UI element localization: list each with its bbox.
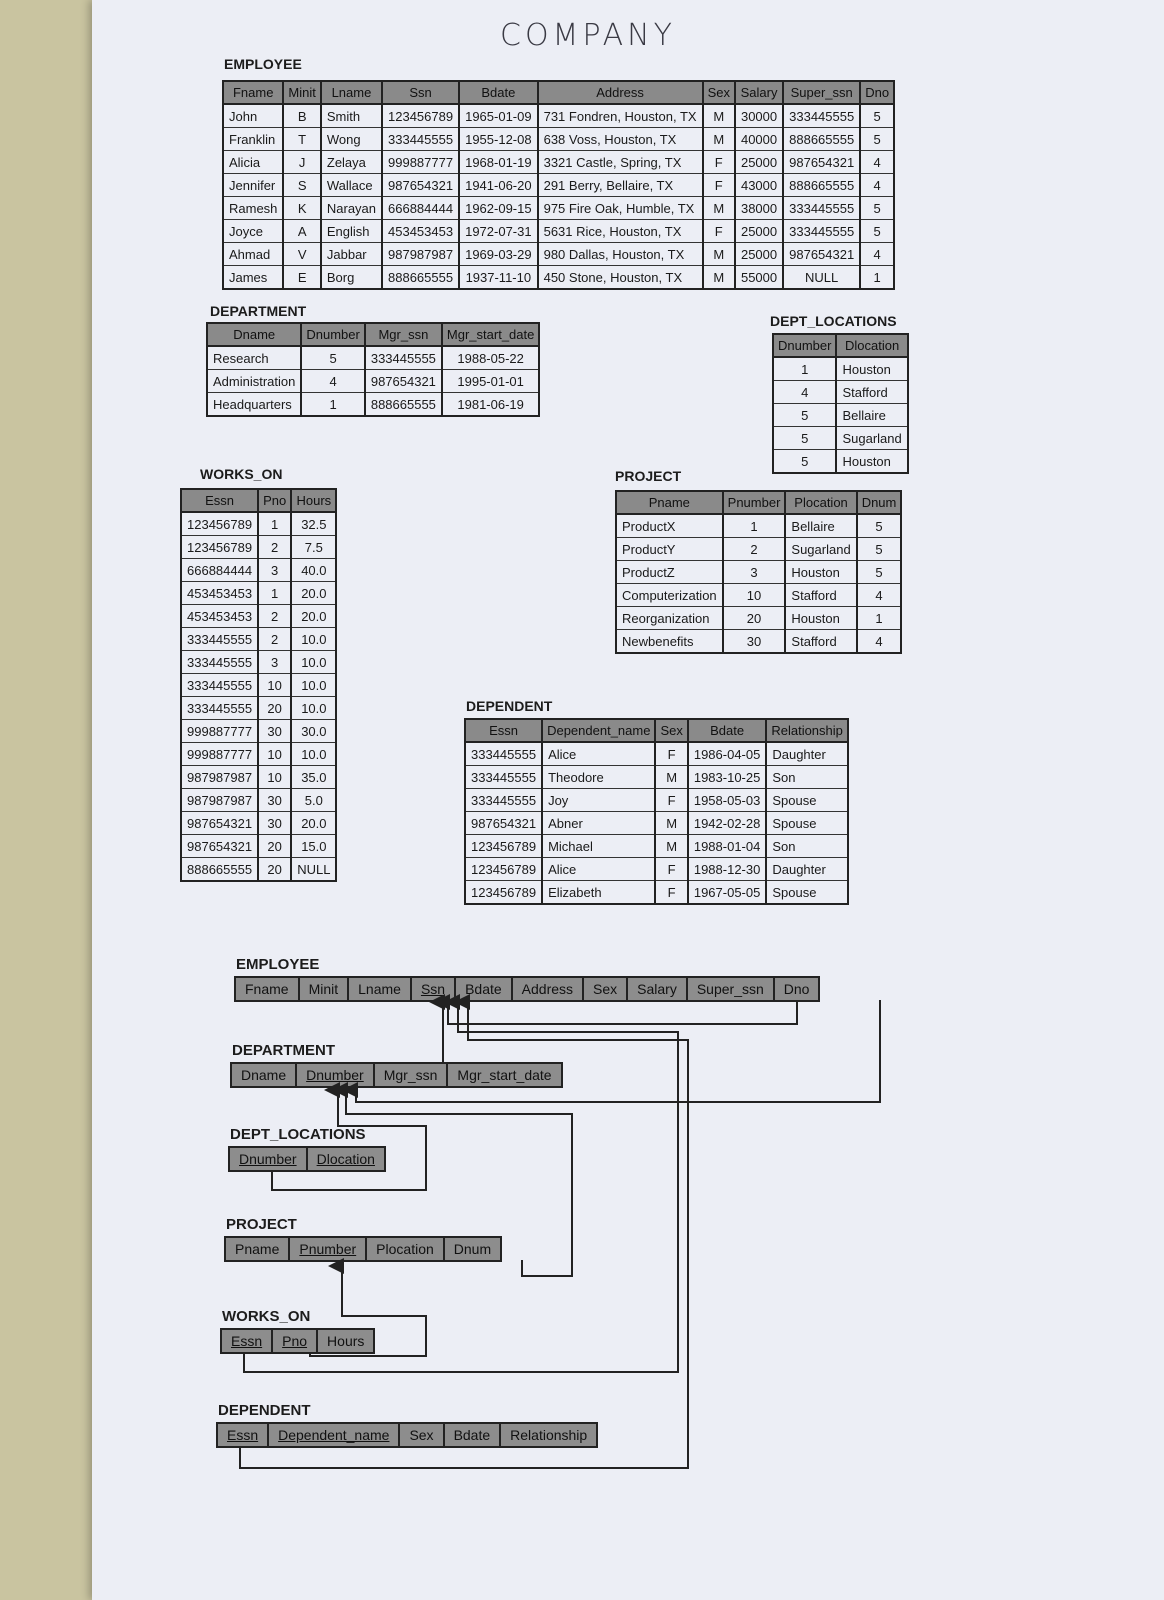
table-cell: Stafford	[785, 584, 856, 607]
table-cell: 888665555	[783, 174, 860, 197]
column-header: Dnumber	[773, 334, 836, 357]
schema-works-on-title: WORKS_ON	[222, 1308, 311, 1325]
table-cell: 450 Stone, Houston, TX	[538, 266, 703, 290]
table-cell: 453453453	[181, 605, 258, 628]
table-cell: 333445555	[382, 128, 459, 151]
table-cell: J	[283, 151, 320, 174]
column-header: Pnumber	[723, 491, 786, 514]
table-cell: 4	[857, 584, 902, 607]
table-cell: 5	[857, 538, 902, 561]
table-cell: 10.0	[291, 628, 336, 651]
table-cell: 30	[258, 812, 291, 835]
table-cell: 1955-12-08	[459, 128, 538, 151]
schema-attribute: Ssn	[412, 978, 456, 1000]
table-cell: Son	[766, 766, 848, 789]
table-cell: 123456789	[382, 104, 459, 128]
schema-department-title: DEPARTMENT	[232, 1042, 336, 1059]
table-cell: 5	[860, 220, 894, 243]
table-cell: 987654321	[783, 151, 860, 174]
table-cell: 4	[773, 381, 836, 404]
table-cell: 1942-02-28	[688, 812, 767, 835]
column-header: Sex	[703, 81, 735, 104]
table-cell: 123456789	[465, 858, 542, 881]
table-cell: Alicia	[223, 151, 283, 174]
table-cell: John	[223, 104, 283, 128]
column-header: Pno	[258, 489, 291, 512]
table-cell: 987654321	[181, 812, 258, 835]
table-cell: Houston	[785, 607, 856, 630]
table-cell: F	[703, 174, 735, 197]
table-cell: 35.0	[291, 766, 336, 789]
table-cell: Borg	[321, 266, 382, 290]
table-cell: S	[283, 174, 320, 197]
table-cell: 5	[301, 346, 364, 370]
column-header: Hours	[291, 489, 336, 512]
schema-attribute: Plocation	[367, 1238, 445, 1260]
table-cell: Houston	[836, 450, 907, 474]
table-cell: 999887777	[382, 151, 459, 174]
table-cell: 4	[860, 151, 894, 174]
table-cell: 1	[723, 514, 786, 538]
table-cell: 731 Fondren, Houston, TX	[538, 104, 703, 128]
table-cell: ProductX	[616, 514, 723, 538]
table-cell: K	[283, 197, 320, 220]
column-header: Plocation	[785, 491, 856, 514]
table-cell: 4	[860, 174, 894, 197]
handwritten-title: COMPANY	[500, 18, 676, 53]
table-cell: 333445555	[465, 789, 542, 812]
table-cell: 987654321	[365, 370, 442, 393]
table-cell: 1988-05-22	[442, 346, 539, 370]
table-cell: Ahmad	[223, 243, 283, 266]
table-cell: 10.0	[291, 743, 336, 766]
column-header: Minit	[283, 81, 320, 104]
table-cell: 55000	[735, 266, 783, 290]
table-cell: 333445555	[783, 104, 860, 128]
table-cell: Theodore	[542, 766, 655, 789]
table-cell: 20	[723, 607, 786, 630]
schema-attribute: Sex	[400, 1424, 444, 1446]
table-cell: 333445555	[181, 628, 258, 651]
table-cell: Joyce	[223, 220, 283, 243]
column-header: Lname	[321, 81, 382, 104]
table-cell: 5	[773, 427, 836, 450]
column-header: Super_ssn	[783, 81, 860, 104]
table-cell: 30	[258, 789, 291, 812]
table-cell: M	[655, 812, 687, 835]
table-cell: Houston	[836, 357, 907, 381]
table-cell: 333445555	[783, 220, 860, 243]
table-cell: 5	[857, 514, 902, 538]
table-cell: Jabbar	[321, 243, 382, 266]
table-cell: F	[655, 881, 687, 905]
table-cell: 30000	[735, 104, 783, 128]
table-cell: M	[655, 766, 687, 789]
table-cell: Alice	[542, 742, 655, 766]
table-cell: 987654321	[181, 835, 258, 858]
table-cell: 20	[258, 697, 291, 720]
table-cell: Daughter	[766, 858, 848, 881]
column-header: Essn	[465, 719, 542, 742]
table-cell: 888665555	[365, 393, 442, 417]
table-cell: 1969-03-29	[459, 243, 538, 266]
table-cell: Bellaire	[785, 514, 856, 538]
table-cell: V	[283, 243, 320, 266]
table-cell: F	[655, 789, 687, 812]
table-cell: 333445555	[465, 766, 542, 789]
fk-super-ssn	[448, 1000, 797, 1024]
table-cell: 25000	[735, 243, 783, 266]
schema-attribute: Dlocation	[316, 1151, 375, 1167]
table-cell: 43000	[735, 174, 783, 197]
table-cell: F	[655, 858, 687, 881]
table-cell: B	[283, 104, 320, 128]
table-cell: 10.0	[291, 651, 336, 674]
table-cell: 1937-11-10	[459, 266, 538, 290]
table-cell: 20.0	[291, 605, 336, 628]
employee-title: EMPLOYEE	[224, 56, 302, 72]
table-cell: Michael	[542, 835, 655, 858]
table-cell: ProductZ	[616, 561, 723, 584]
column-header: Bdate	[688, 719, 767, 742]
table-cell: 25000	[735, 220, 783, 243]
schema-project-title: PROJECT	[226, 1216, 297, 1233]
column-header: Sex	[655, 719, 687, 742]
table-cell: F	[655, 742, 687, 766]
table-cell: 638 Voss, Houston, TX	[538, 128, 703, 151]
project-title: PROJECT	[615, 468, 682, 484]
table-cell: 453453453	[382, 220, 459, 243]
table-cell: F	[703, 151, 735, 174]
schema-attribute: Sex	[584, 978, 628, 1000]
table-cell: 3	[258, 651, 291, 674]
schema-attribute: Bdate	[445, 1424, 502, 1446]
table-cell: Reorganization	[616, 607, 723, 630]
schema-attribute: Bdate	[456, 978, 513, 1000]
table-cell: 10	[258, 674, 291, 697]
schema-attribute: Dno	[783, 981, 810, 997]
table-cell: Zelaya	[321, 151, 382, 174]
table-cell: 20	[258, 835, 291, 858]
table-cell: Computerization	[616, 584, 723, 607]
table-cell: 999887777	[181, 720, 258, 743]
schema-attribute: Pname	[226, 1238, 290, 1260]
fk-workson-essn	[244, 1002, 678, 1372]
column-header: Dlocation	[836, 334, 907, 357]
table-cell: 30.0	[291, 720, 336, 743]
table-cell: 32.5	[291, 512, 336, 536]
table-cell: Alice	[542, 858, 655, 881]
table-cell: 1972-07-31	[459, 220, 538, 243]
table-cell: M	[703, 266, 735, 290]
table-cell: 987654321	[465, 812, 542, 835]
table-cell: 10.0	[291, 697, 336, 720]
table-cell: Research	[207, 346, 301, 370]
table-cell: Narayan	[321, 197, 382, 220]
table-cell: 987654321	[382, 174, 459, 197]
table-cell: 2	[723, 538, 786, 561]
table-cell: Spouse	[766, 789, 848, 812]
table-cell: 20	[258, 858, 291, 882]
table-cell: E	[283, 266, 320, 290]
table-cell: 1962-09-15	[459, 197, 538, 220]
schema-dept-locations-title: DEPT_LOCATIONS	[230, 1126, 366, 1143]
table-cell: Houston	[785, 561, 856, 584]
table-cell: Sugarland	[836, 427, 907, 450]
table-cell: Spouse	[766, 812, 848, 835]
table-cell: 1	[301, 393, 364, 417]
table-cell: English	[321, 220, 382, 243]
table-cell: ProductY	[616, 538, 723, 561]
schema-attribute: Essn	[222, 1330, 273, 1352]
schema-attribute: Address	[513, 978, 584, 1000]
column-header: Mgr_ssn	[365, 323, 442, 346]
table-cell: 2	[258, 536, 291, 559]
column-header: Dname	[207, 323, 301, 346]
table-cell: 1	[258, 582, 291, 605]
table-cell: 30	[723, 630, 786, 654]
table-cell: 3	[723, 561, 786, 584]
table-cell: 987987987	[181, 789, 258, 812]
table-cell: 888665555	[382, 266, 459, 290]
column-header: Address	[538, 81, 703, 104]
table-cell: 5	[860, 128, 894, 151]
column-header: Dno	[860, 81, 894, 104]
schema-attribute: Hours	[327, 1333, 365, 1349]
table-cell: 999887777	[181, 743, 258, 766]
table-cell: 10.0	[291, 674, 336, 697]
column-header: Salary	[735, 81, 783, 104]
table-cell: 888665555	[181, 858, 258, 882]
table-cell: T	[283, 128, 320, 151]
table-cell: Ramesh	[223, 197, 283, 220]
table-cell: 38000	[735, 197, 783, 220]
schema-attribute: Pnumber	[290, 1238, 367, 1260]
table-cell: M	[703, 197, 735, 220]
table-cell: 15.0	[291, 835, 336, 858]
table-cell: 975 Fire Oak, Humble, TX	[538, 197, 703, 220]
table-cell: 40000	[735, 128, 783, 151]
table-cell: Sugarland	[785, 538, 856, 561]
table-cell: 40.0	[291, 559, 336, 582]
table-cell: 123456789	[181, 536, 258, 559]
table-cell: 1968-01-19	[459, 151, 538, 174]
table-cell: 5	[860, 197, 894, 220]
department-title: DEPARTMENT	[210, 303, 307, 319]
column-header: Pname	[616, 491, 723, 514]
fk-deptloc-dnumber	[272, 1090, 426, 1190]
table-cell: 3321 Castle, Spring, TX	[538, 151, 703, 174]
table-cell: 5	[860, 104, 894, 128]
schema-attribute: Minit	[300, 978, 350, 1000]
schema-attribute: Dname	[232, 1064, 297, 1086]
table-cell: 333445555	[181, 674, 258, 697]
table-cell: 123456789	[465, 881, 542, 905]
table-cell: 987987987	[382, 243, 459, 266]
table-cell: F	[703, 220, 735, 243]
table-cell: 20.0	[291, 582, 336, 605]
schema-attribute: Super_ssn	[688, 978, 775, 1000]
table-cell: Wallace	[321, 174, 382, 197]
schema-attribute: Mgr_start_date	[457, 1067, 552, 1083]
column-header: Dnum	[857, 491, 902, 514]
column-header: Essn	[181, 489, 258, 512]
table-cell: 10	[723, 584, 786, 607]
schema-attribute: Salary	[628, 978, 688, 1000]
schema-attribute: Fname	[236, 978, 300, 1000]
table-cell: 1983-10-25	[688, 766, 767, 789]
table-cell: Elizabeth	[542, 881, 655, 905]
table-cell: 10	[258, 766, 291, 789]
schema-attribute: Pno	[273, 1330, 318, 1352]
table-cell: 2	[258, 628, 291, 651]
table-cell: 980 Dallas, Houston, TX	[538, 243, 703, 266]
schema-attribute: Relationship	[510, 1427, 588, 1443]
table-cell: Joy	[542, 789, 655, 812]
table-cell: 1986-04-05	[688, 742, 767, 766]
schema-attribute: Dnumber	[230, 1148, 308, 1170]
column-header: Dnumber	[301, 323, 364, 346]
table-cell: 1965-01-09	[459, 104, 538, 128]
table-cell: M	[655, 835, 687, 858]
table-cell: 123456789	[181, 512, 258, 536]
table-cell: Wong	[321, 128, 382, 151]
table-cell: 1	[258, 512, 291, 536]
table-cell: 666884444	[382, 197, 459, 220]
table-cell: NULL	[783, 266, 860, 290]
table-cell: 20.0	[291, 812, 336, 835]
table-cell: M	[703, 128, 735, 151]
table-cell: Son	[766, 835, 848, 858]
schema-dependent-title: DEPENDENT	[218, 1402, 311, 1419]
table-cell: 1	[773, 357, 836, 381]
table-cell: 3	[258, 559, 291, 582]
column-header: Fname	[223, 81, 283, 104]
table-cell: 333445555	[181, 697, 258, 720]
table-cell: 1988-12-30	[688, 858, 767, 881]
table-cell: Franklin	[223, 128, 283, 151]
table-cell: 666884444	[181, 559, 258, 582]
table-cell: 25000	[735, 151, 783, 174]
schema-employee-title: EMPLOYEE	[236, 956, 320, 973]
table-cell: 2	[258, 605, 291, 628]
table-cell: 10	[258, 743, 291, 766]
column-header: Bdate	[459, 81, 538, 104]
table-cell: Stafford	[785, 630, 856, 654]
table-cell: 4	[301, 370, 364, 393]
table-cell: Daughter	[766, 742, 848, 766]
table-cell: 1988-01-04	[688, 835, 767, 858]
table-cell: 1	[860, 266, 894, 290]
schema-attribute: Dnumber	[297, 1064, 375, 1086]
table-cell: 291 Berry, Bellaire, TX	[538, 174, 703, 197]
column-header: Ssn	[382, 81, 459, 104]
table-cell: A	[283, 220, 320, 243]
table-cell: NULL	[291, 858, 336, 882]
table-cell: Smith	[321, 104, 382, 128]
column-header: Relationship	[766, 719, 848, 742]
table-cell: 4	[860, 243, 894, 266]
table-cell: 1958-05-03	[688, 789, 767, 812]
table-cell: 5	[857, 561, 902, 584]
table-cell: M	[703, 243, 735, 266]
column-header: Mgr_start_date	[442, 323, 539, 346]
table-cell: 5	[773, 404, 836, 427]
table-cell: 333445555	[783, 197, 860, 220]
table-cell: 1967-05-05	[688, 881, 767, 905]
table-cell: 453453453	[181, 582, 258, 605]
table-cell: 5	[773, 450, 836, 474]
table-cell: Spouse	[766, 881, 848, 905]
dependent-title: DEPENDENT	[466, 698, 553, 714]
table-cell: 333445555	[181, 651, 258, 674]
schema-attribute: Lname	[349, 978, 412, 1000]
dept-locations-title: DEPT_LOCATIONS	[770, 313, 897, 329]
table-cell: 1941-06-20	[459, 174, 538, 197]
table-cell: 1995-01-01	[442, 370, 539, 393]
fk-dependent-essn	[240, 1002, 688, 1468]
table-cell: Jennifer	[223, 174, 283, 197]
table-cell: 123456789	[465, 835, 542, 858]
table-cell: James	[223, 266, 283, 290]
table-cell: 5.0	[291, 789, 336, 812]
works-on-title: WORKS_ON	[200, 466, 283, 482]
table-cell: Bellaire	[836, 404, 907, 427]
fk-dno	[356, 1000, 880, 1102]
table-cell: Headquarters	[207, 393, 301, 417]
table-cell: 4	[857, 630, 902, 654]
table-cell: 30	[258, 720, 291, 743]
table-cell: 7.5	[291, 536, 336, 559]
schema-attribute: Dependent_name	[269, 1424, 400, 1446]
table-cell: 1	[857, 607, 902, 630]
fk-dnum	[346, 1090, 572, 1276]
table-cell: 333445555	[465, 742, 542, 766]
table-cell: 987654321	[783, 243, 860, 266]
table-cell: M	[703, 104, 735, 128]
schema-attribute: Mgr_ssn	[375, 1064, 449, 1086]
fk-pno	[310, 1266, 426, 1356]
table-cell: 333445555	[365, 346, 442, 370]
table-cell: Abner	[542, 812, 655, 835]
schema-attribute: Dnum	[453, 1241, 492, 1257]
column-header: Dependent_name	[542, 719, 655, 742]
table-cell: Newbenefits	[616, 630, 723, 654]
table-cell: 888665555	[783, 128, 860, 151]
table-cell: 5631 Rice, Houston, TX	[538, 220, 703, 243]
table-cell: 1981-06-19	[442, 393, 539, 417]
table-cell: Administration	[207, 370, 301, 393]
table-cell: Stafford	[836, 381, 907, 404]
table-cell: 987987987	[181, 766, 258, 789]
schema-attribute: Essn	[218, 1424, 269, 1446]
